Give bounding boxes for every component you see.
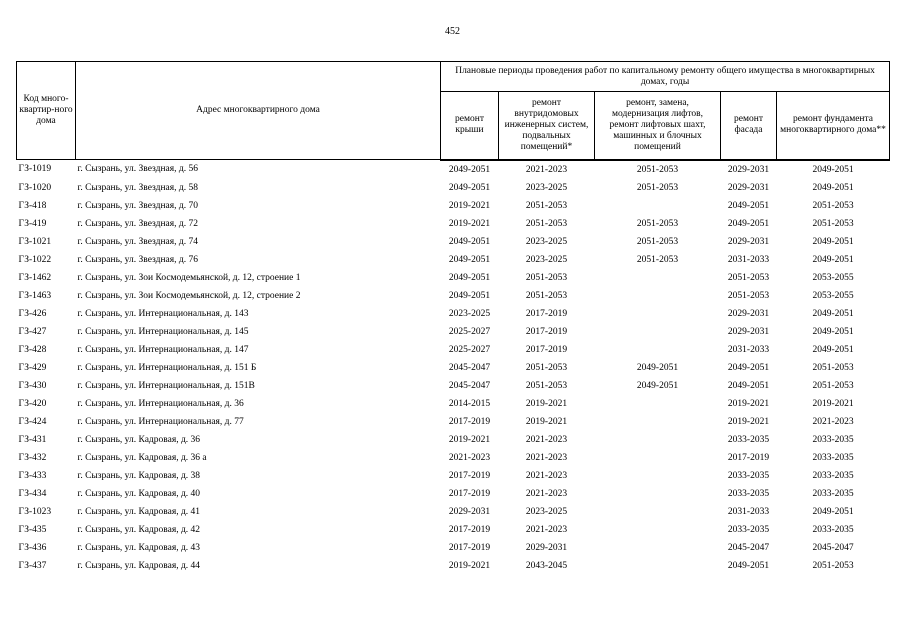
table-row — [17, 287, 890, 305]
cell-systems: 2021-2023 — [525, 524, 568, 535]
cell-roof: 2014-2015 — [448, 398, 491, 409]
cell-code: ГЗ-431 — [18, 434, 47, 445]
page-number: 452 — [445, 26, 460, 37]
header-code: Код много-квартир-ного дома — [17, 62, 76, 160]
cell-elevators — [595, 449, 721, 467]
cell-roof: 2049-2051 — [448, 272, 491, 283]
table-row — [17, 413, 890, 431]
cell-roof: 2049-2051 — [448, 254, 491, 265]
cell-facade: 2019-2021 — [727, 398, 770, 409]
cell-address: г. Сызрань, ул. Зои Космодемьянской, д. 12, строение 1 — [77, 272, 301, 283]
cell-elevators: 2051-2053 — [636, 182, 679, 193]
cell-systems: 2019-2021 — [525, 398, 568, 409]
table-row — [17, 449, 890, 467]
table-row — [17, 521, 890, 539]
cell-elevators — [595, 269, 721, 287]
cell-address: г. Сызрань, ул. Интернациональная, д. 143 — [77, 308, 249, 319]
cell-roof: 2019-2021 — [448, 200, 491, 211]
cell-foundation: 2051-2053 — [812, 560, 854, 571]
capital-repair-table — [16, 61, 890, 575]
cell-systems: 2051-2053 — [525, 290, 568, 301]
cell-elevators: 2051-2053 — [636, 236, 679, 247]
cell-foundation: 2049-2051 — [812, 506, 854, 517]
cell-systems: 2051-2053 — [525, 218, 568, 229]
cell-foundation: 2049-2051 — [812, 344, 854, 355]
cell-foundation: 2049-2051 — [812, 236, 854, 247]
table-row — [17, 557, 890, 575]
cell-systems: 2021-2023 — [525, 452, 568, 463]
cell-foundation: 2049-2051 — [812, 326, 854, 337]
header-address: Адрес многоквартирного дома — [76, 62, 441, 160]
cell-address: г. Сызрань, ул. Кадровая, д. 41 — [77, 506, 201, 517]
cell-roof: 2025-2027 — [448, 344, 491, 355]
table-row — [17, 377, 890, 395]
cell-systems: 2023-2025 — [525, 236, 568, 247]
cell-address: г. Сызрань, ул. Кадровая, д. 40 — [77, 488, 201, 499]
cell-facade: 2049-2051 — [727, 200, 770, 211]
cell-systems: 2023-2025 — [525, 506, 568, 517]
cell-address: г. Сызрань, ул. Кадровая, д. 42 — [77, 524, 201, 535]
cell-address: г. Сызрань, ул. Интернациональная, д. 151В — [77, 380, 255, 391]
cell-code: ГЗ-427 — [18, 326, 47, 337]
header-facade: ремонт фасада — [721, 92, 777, 160]
cell-roof: 2017-2019 — [448, 470, 491, 481]
cell-facade: 2045-2047 — [727, 542, 770, 553]
cell-elevators — [595, 539, 721, 557]
cell-foundation: 2053-2055 — [812, 290, 854, 301]
cell-roof: 2019-2021 — [448, 434, 491, 445]
cell-systems: 2017-2019 — [525, 326, 568, 337]
cell-systems: 2051-2053 — [525, 272, 568, 283]
cell-systems: 2023-2025 — [525, 182, 568, 193]
cell-code: ГЗ-420 — [18, 398, 47, 409]
table-row — [17, 179, 890, 197]
cell-code: ГЗ-433 — [18, 470, 47, 481]
cell-systems: 2021-2023 — [525, 434, 568, 445]
cell-roof: 2023-2025 — [448, 308, 491, 319]
cell-systems: 2019-2021 — [525, 416, 568, 427]
cell-code: ГЗ-429 — [18, 362, 47, 373]
cell-systems: 2021-2023 — [525, 164, 568, 175]
cell-address: г. Сызрань, ул. Интернациональная, д. 145 — [77, 326, 249, 337]
table-row — [17, 233, 890, 251]
cell-elevators — [595, 323, 721, 341]
header-roof: ремонт крыши — [441, 92, 499, 160]
header-foundation: ремонт фундамента многоквартирного дома** — [777, 92, 890, 160]
cell-address: г. Сызрань, ул. Кадровая, д. 44 — [77, 560, 201, 571]
cell-foundation: 2033-2035 — [812, 434, 854, 445]
cell-foundation: 2049-2051 — [812, 254, 854, 265]
cell-code: ГЗ-419 — [18, 218, 47, 229]
cell-elevators: 2049-2051 — [636, 380, 679, 391]
table-header — [17, 62, 890, 160]
cell-elevators — [595, 557, 721, 575]
table-row — [17, 305, 890, 323]
cell-facade: 2017-2019 — [727, 452, 770, 463]
cell-address: г. Сызрань, ул. Кадровая, д. 36 а — [77, 452, 207, 463]
cell-systems: 2051-2053 — [525, 200, 568, 211]
cell-code: ГЗ-434 — [18, 488, 47, 499]
cell-code: ГЗ-1021 — [18, 236, 52, 247]
cell-roof: 2021-2023 — [448, 452, 491, 463]
cell-address: г. Сызрань, ул. Звездная, д. 74 — [77, 236, 198, 247]
cell-facade: 2033-2035 — [727, 434, 770, 445]
cell-roof: 2019-2021 — [448, 218, 491, 229]
cell-systems: 2029-2031 — [525, 542, 568, 553]
cell-roof: 2017-2019 — [448, 488, 491, 499]
cell-facade: 2033-2035 — [727, 470, 770, 481]
cell-elevators: 2051-2053 — [636, 218, 679, 229]
table-row — [17, 341, 890, 359]
cell-elevators — [595, 197, 721, 215]
cell-code: ГЗ-430 — [18, 380, 47, 391]
header-systems: ремонт внутридомовых инженерных систем, подвальных помещений* — [499, 92, 595, 160]
cell-foundation: 2053-2055 — [812, 272, 854, 283]
table-body — [17, 160, 890, 575]
cell-systems: 2017-2019 — [525, 344, 568, 355]
cell-elevators: 2051-2053 — [636, 164, 679, 175]
cell-facade: 2031-2033 — [727, 506, 770, 517]
cell-roof: 2045-2047 — [448, 380, 491, 391]
cell-address: г. Сызрань, ул. Зои Космодемьянской, д. 12, строение 2 — [77, 290, 301, 301]
cell-elevators — [595, 503, 721, 521]
cell-elevators: 2051-2053 — [636, 254, 679, 265]
cell-code: ГЗ-1023 — [18, 506, 52, 517]
cell-elevators — [595, 431, 721, 449]
cell-facade: 2051-2053 — [727, 272, 770, 283]
cell-code: ГЗ-1463 — [18, 290, 52, 301]
table-row — [17, 467, 890, 485]
table-row — [17, 539, 890, 557]
cell-foundation: 2033-2035 — [812, 470, 854, 481]
cell-elevators — [595, 521, 721, 539]
cell-elevators — [595, 485, 721, 503]
cell-address: г. Сызрань, ул. Кадровая, д. 38 — [77, 470, 201, 481]
cell-code: ГЗ-432 — [18, 452, 47, 463]
cell-facade: 2033-2035 — [727, 524, 770, 535]
cell-facade: 2051-2053 — [727, 290, 770, 301]
cell-facade: 2049-2051 — [727, 380, 770, 391]
cell-foundation: 2019-2021 — [812, 398, 854, 409]
cell-roof: 2017-2019 — [448, 416, 491, 427]
cell-roof: 2049-2051 — [448, 164, 491, 175]
cell-roof: 2049-2051 — [448, 236, 491, 247]
cell-address: г. Сызрань, ул. Звездная, д. 56 — [77, 164, 198, 175]
table-row — [17, 251, 890, 269]
cell-address: г. Сызрань, ул. Интернациональная, д. 151 Б — [77, 362, 257, 373]
table-row — [17, 485, 890, 503]
cell-systems: 2051-2053 — [525, 380, 568, 391]
cell-facade: 2049-2051 — [727, 362, 770, 373]
cell-facade: 2019-2021 — [727, 416, 770, 427]
cell-systems: 2043-2045 — [525, 560, 568, 571]
cell-roof: 2017-2019 — [448, 542, 491, 553]
table-row — [17, 323, 890, 341]
table-row — [17, 215, 890, 233]
cell-elevators — [595, 395, 721, 413]
cell-foundation: 2033-2035 — [812, 524, 854, 535]
cell-foundation: 2045-2047 — [812, 542, 854, 553]
cell-foundation: 2049-2051 — [812, 308, 854, 319]
cell-roof: 2049-2051 — [448, 290, 491, 301]
cell-elevators — [595, 413, 721, 431]
cell-roof: 2025-2027 — [448, 326, 491, 337]
cell-foundation: 2033-2035 — [812, 452, 854, 463]
cell-facade: 2029-2031 — [727, 182, 770, 193]
cell-address: г. Сызрань, ул. Звездная, д. 76 — [77, 254, 198, 265]
table-row — [17, 395, 890, 413]
cell-facade: 2029-2031 — [727, 326, 770, 337]
cell-facade: 2029-2031 — [727, 164, 770, 175]
cell-elevators — [595, 341, 721, 359]
cell-roof: 2029-2031 — [448, 506, 491, 517]
cell-facade: 2031-2033 — [727, 344, 770, 355]
cell-facade: 2029-2031 — [727, 236, 770, 247]
table-row — [17, 269, 890, 287]
cell-address: г. Сызрань, ул. Интернациональная, д. 147 — [77, 344, 249, 355]
cell-facade: 2049-2051 — [727, 218, 770, 229]
cell-code: ГЗ-1022 — [18, 254, 52, 265]
cell-systems: 2021-2023 — [525, 470, 568, 481]
cell-code: ГЗ-435 — [18, 524, 47, 535]
cell-systems: 2023-2025 — [525, 254, 568, 265]
cell-code: ГЗ-437 — [18, 560, 47, 571]
cell-address: г. Сызрань, ул. Интернациональная, д. 36 — [77, 398, 244, 409]
cell-roof: 2045-2047 — [448, 362, 491, 373]
cell-code: ГЗ-1462 — [18, 272, 52, 283]
cell-code: ГЗ-418 — [18, 200, 47, 211]
cell-facade: 2031-2033 — [727, 254, 770, 265]
cell-code: ГЗ-1019 — [18, 164, 52, 175]
cell-elevators — [595, 305, 721, 323]
table-row — [17, 197, 890, 215]
cell-address: г. Сызрань, ул. Звездная, д. 70 — [77, 200, 198, 211]
cell-foundation: 2051-2053 — [812, 362, 854, 373]
cell-code: ГЗ-428 — [18, 344, 47, 355]
cell-elevators: 2049-2051 — [636, 362, 679, 373]
cell-foundation: 2051-2053 — [812, 218, 854, 229]
cell-foundation: 2051-2053 — [812, 380, 854, 391]
cell-roof: 2049-2051 — [448, 182, 491, 193]
table-row — [17, 431, 890, 449]
header-elevators: ремонт, замена, модернизация лифтов, ремонт лифтовых шахт, машинных и блочных помещений — [595, 92, 721, 160]
cell-address: г. Сызрань, ул. Звездная, д. 72 — [77, 218, 198, 229]
table-row — [17, 359, 890, 377]
cell-elevators — [595, 467, 721, 485]
cell-code: ГЗ-424 — [18, 416, 47, 427]
cell-code: ГЗ-436 — [18, 542, 47, 553]
cell-foundation: 2033-2035 — [812, 488, 854, 499]
table-row — [17, 160, 890, 179]
cell-facade: 2033-2035 — [727, 488, 770, 499]
cell-foundation: 2021-2023 — [812, 416, 854, 427]
table-row — [17, 503, 890, 521]
cell-code: ГЗ-426 — [18, 308, 47, 319]
cell-address: г. Сызрань, ул. Интернациональная, д. 77 — [77, 416, 244, 427]
cell-systems: 2017-2019 — [525, 308, 568, 319]
cell-systems: 2051-2053 — [525, 362, 568, 373]
cell-address: г. Сызрань, ул. Кадровая, д. 43 — [77, 542, 201, 553]
cell-roof: 2019-2021 — [448, 560, 491, 571]
cell-address: г. Сызрань, ул. Кадровая, д. 36 — [77, 434, 201, 445]
cell-code: ГЗ-1020 — [18, 182, 52, 193]
cell-facade: 2049-2051 — [727, 560, 770, 571]
cell-roof: 2017-2019 — [448, 524, 491, 535]
cell-address: г. Сызрань, ул. Звездная, д. 58 — [77, 182, 198, 193]
cell-foundation: 2051-2053 — [812, 200, 854, 211]
cell-foundation: 2049-2051 — [812, 182, 854, 193]
cell-systems: 2021-2023 — [525, 488, 568, 499]
header-periods-group: Плановые периоды проведения работ по капитальному ремонту общего имущества в многоквартирных домах, годы — [441, 62, 890, 92]
cell-foundation: 2049-2051 — [812, 164, 854, 175]
cell-elevators — [595, 287, 721, 305]
cell-facade: 2029-2031 — [727, 308, 770, 319]
